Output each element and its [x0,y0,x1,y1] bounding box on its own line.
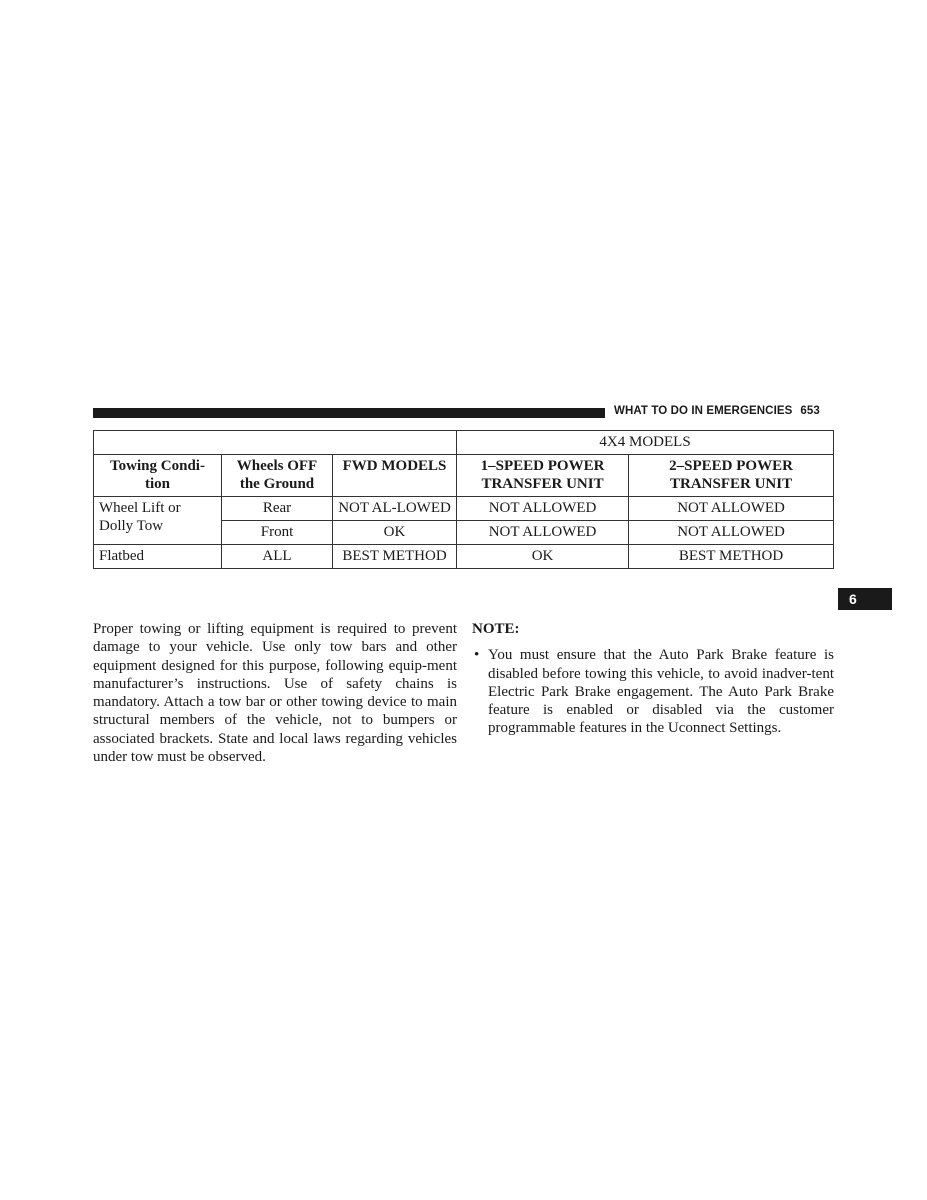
table-group-header-row [94,431,834,455]
col-header-towing-condition: Towing Condi-tion [94,455,222,497]
note-text: You must ensure that the Auto Park Brake feature is disabled before towing this vehicle, to avoid inadver-tent Electric Park Brake engagement. The Auto Park Brake feature is enabled or disabled via the customer programmable features in the Uconnect Settings. [488,647,834,737]
body-paragraph: Proper towing or lifting equipment is required to prevent damage to your vehicle. Use only tow bars and other equipment designed for this purpose, following equip-ment manufacturer’s instructions. Use of safety chains is mandatory. Attach a tow bar or other towing device to main structural members of the vehicle, not to bumpers or associated brackets. State and local laws regarding vehicles under tow must be observed. [93,621,457,766]
table-row [94,497,834,521]
cell-condition-flatbed: Flatbed [94,545,222,569]
cell-wheels-all: ALL [222,545,333,569]
cell-wheels-front: Front [222,521,333,545]
bullet-icon: • [474,647,480,664]
cell-condition-wheel-lift: Wheel Lift or Dolly Tow [94,497,222,545]
table-group-empty-cell [94,431,457,455]
col-header-1-speed: 1–SPEED POWER TRANSFER UNIT [457,455,629,497]
note-list [472,646,834,737]
cell-1speed-rear: NOT ALLOWED [457,497,629,521]
cell-1speed-flatbed: OK [457,545,629,569]
header-rule [93,408,605,418]
page-number: 653 [800,405,820,417]
note-block [472,620,834,738]
running-header [614,405,820,417]
towing-table [93,430,834,569]
cell-fwd-rear: NOT AL-LOWED [333,497,457,521]
col-header-2-speed: 2–SPEED POWER TRANSFER UNIT [629,455,834,497]
list-item [472,646,834,737]
table-row [94,545,834,569]
note-title: NOTE: [472,621,520,637]
chapter-tab: 6 [838,588,892,610]
col-header-wheels-off: Wheels OFF the Ground [222,455,333,497]
section-title: WHAT TO DO IN EMERGENCIES [614,405,793,417]
table-header-row [94,455,834,497]
cell-2speed-rear: NOT ALLOWED [629,497,834,521]
group-header-4x4: 4X4 MODELS [457,431,834,455]
cell-2speed-front: NOT ALLOWED [629,521,834,545]
cell-fwd-front: OK [333,521,457,545]
cell-1speed-front: NOT ALLOWED [457,521,629,545]
cell-2speed-flatbed: BEST METHOD [629,545,834,569]
col-header-fwd-models: FWD MODELS [333,455,457,497]
cell-fwd-flatbed: BEST METHOD [333,545,457,569]
cell-wheels-rear: Rear [222,497,333,521]
